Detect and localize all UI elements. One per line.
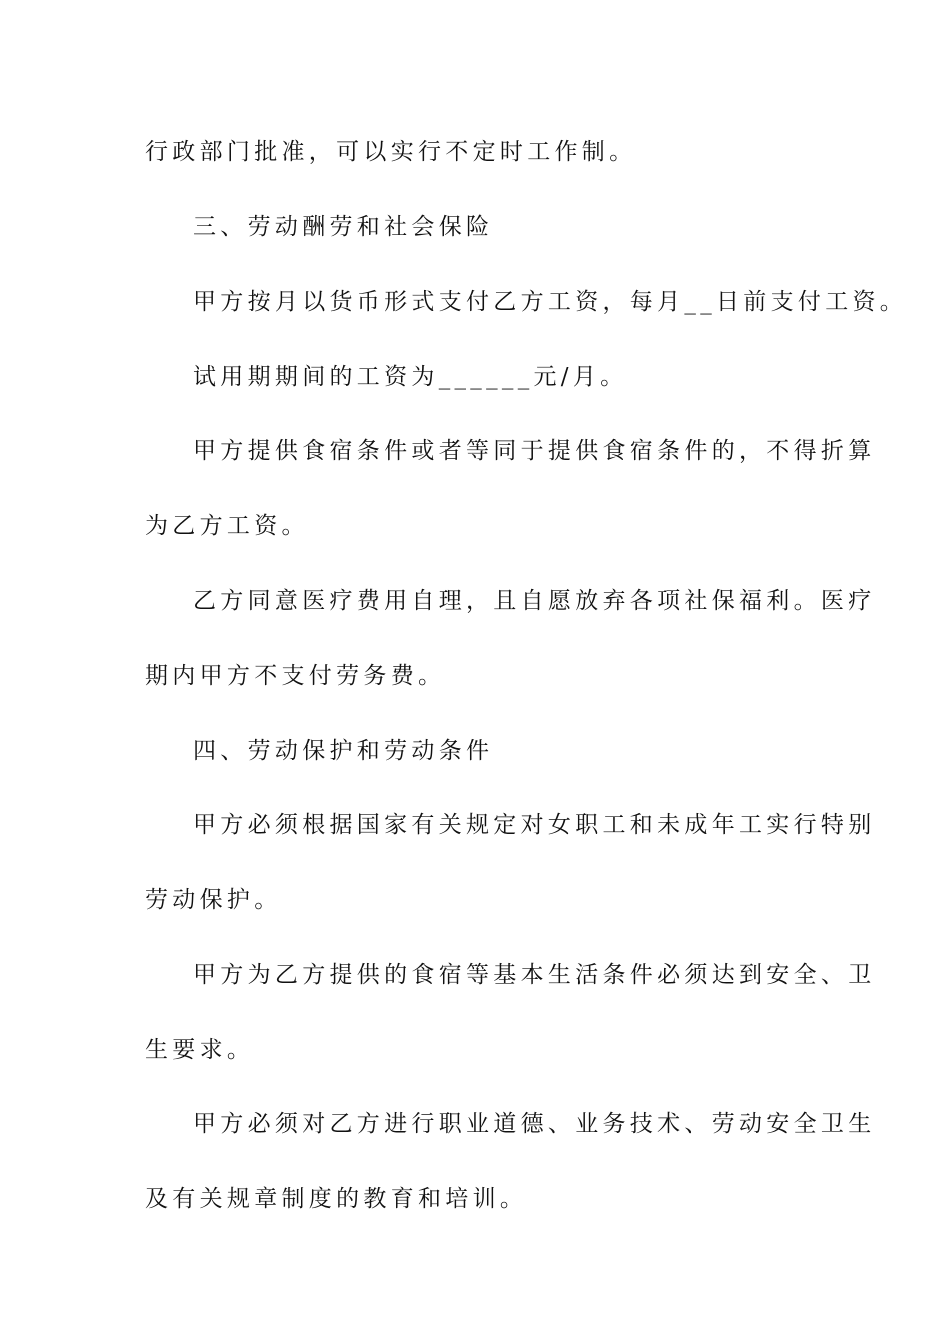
section-heading: 三、劳动酬劳和社会保险	[193, 214, 494, 240]
text-line: 为乙方工资。	[145, 513, 309, 539]
text-line: 甲方必须对乙方进行职业道德、业务技术、劳动安全卫生	[193, 1111, 876, 1137]
section-heading: 四、劳动保护和劳动条件	[193, 738, 494, 764]
text-line: 甲方按月以货币形式支付乙方工资，每月__日前支付工资。	[193, 289, 908, 315]
text-line: 甲方必须根据国家有关规定对女职工和未成年工实行特别	[193, 812, 876, 838]
text-line: 试用期期间的工资为______元/月。	[193, 364, 628, 390]
text-line: 乙方同意医疗费用自理，且自愿放弃各项社保福利。医疗	[193, 588, 876, 614]
text-line: 甲方提供食宿条件或者等同于提供食宿条件的，不得折算	[193, 438, 876, 464]
text-line: 生要求。	[145, 1037, 255, 1063]
text-line: 甲方为乙方提供的食宿等基本生活条件必须达到安全、卫	[193, 962, 876, 988]
text-line: 期内甲方不支付劳务费。	[145, 663, 446, 689]
text-line: 劳动保护。	[145, 887, 282, 913]
text-line: 及有关规章制度的教育和培训。	[145, 1186, 528, 1212]
text-line: 行政部门批准，可以实行不定时工作制。	[145, 139, 637, 165]
